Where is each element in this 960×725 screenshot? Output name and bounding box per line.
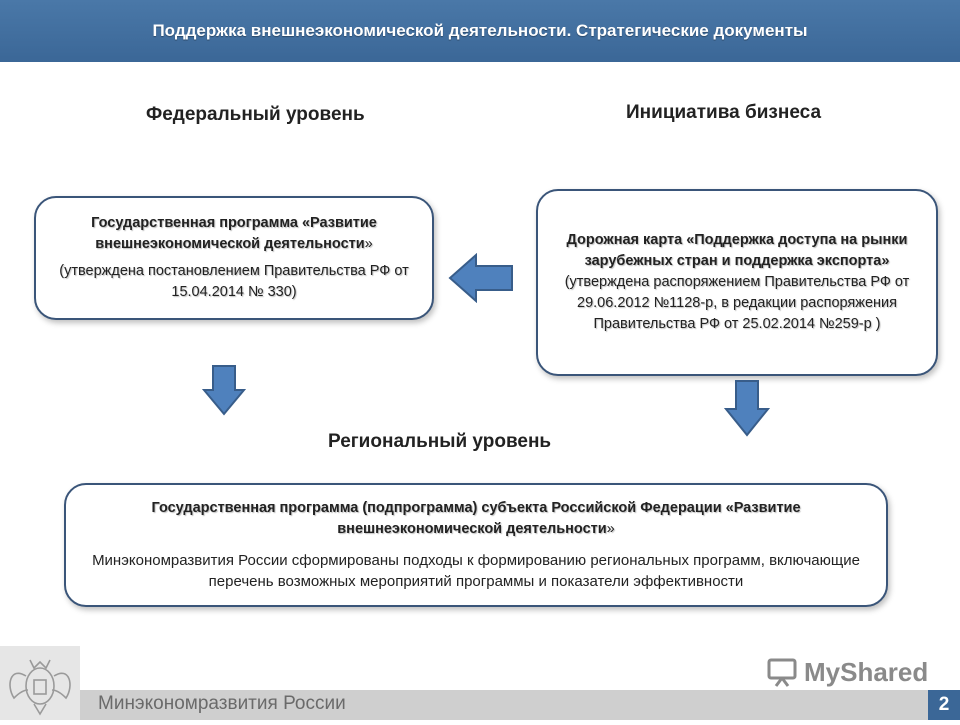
regional-program-title-text: Государственная программа (подпрограмма) субъекта Российской Федерации «Развитие внешнеэкономической деятельности bbox=[151, 500, 801, 537]
heading-regional: Региональный уровень bbox=[328, 431, 552, 452]
federal-program-title bbox=[50, 213, 418, 255]
ministry-name: Минэкономразвития России bbox=[98, 693, 346, 714]
slide-title: Поддержка внешнеэкономической деятельности. Стратегические документы bbox=[152, 21, 808, 40]
regional-program-note: Минэкономразвития России сформированы подходы к формированию региональных программ, включающие перечень возможных мероприятий программы и показатели эффективности bbox=[92, 552, 860, 590]
presentation-icon bbox=[766, 656, 798, 688]
regional-program-title bbox=[80, 498, 872, 540]
coat-of-arms-icon bbox=[0, 646, 80, 720]
slide-header bbox=[0, 0, 960, 62]
heading-federal: Федеральный уровень bbox=[146, 104, 365, 125]
roadmap-title: Дорожная карта «Поддержка доступа на рынки зарубежных стран и поддержка экспорта» bbox=[566, 232, 908, 269]
arrow-down-left-icon bbox=[202, 364, 246, 416]
regional-program-title-end: » bbox=[606, 521, 615, 537]
roadmap-note: (утверждена распоряжением Правительства РФ от 29.06.2012 №1128-р, в редакции распоряжения Правительства РФ от 25.02.2014 №259-р ) bbox=[564, 274, 910, 332]
arrow-left-icon bbox=[448, 253, 514, 303]
page-number: 2 bbox=[928, 690, 960, 720]
arrow-down-right-icon bbox=[724, 379, 770, 437]
watermark-text: MyShared bbox=[804, 656, 929, 687]
federal-program-note: (утверждена постановлением Правительства РФ от 15.04.2014 № 330) bbox=[59, 263, 409, 300]
federal-program-title-text: Государственная программа «Развитие внешнеэкономической деятельности bbox=[91, 215, 377, 252]
heading-business: Инициатива бизнеса bbox=[626, 102, 822, 123]
federal-program-box bbox=[34, 196, 434, 320]
watermark bbox=[766, 656, 928, 688]
federal-program-title-end: » bbox=[364, 236, 373, 252]
roadmap-box bbox=[536, 189, 938, 376]
regional-program-box bbox=[64, 483, 888, 607]
